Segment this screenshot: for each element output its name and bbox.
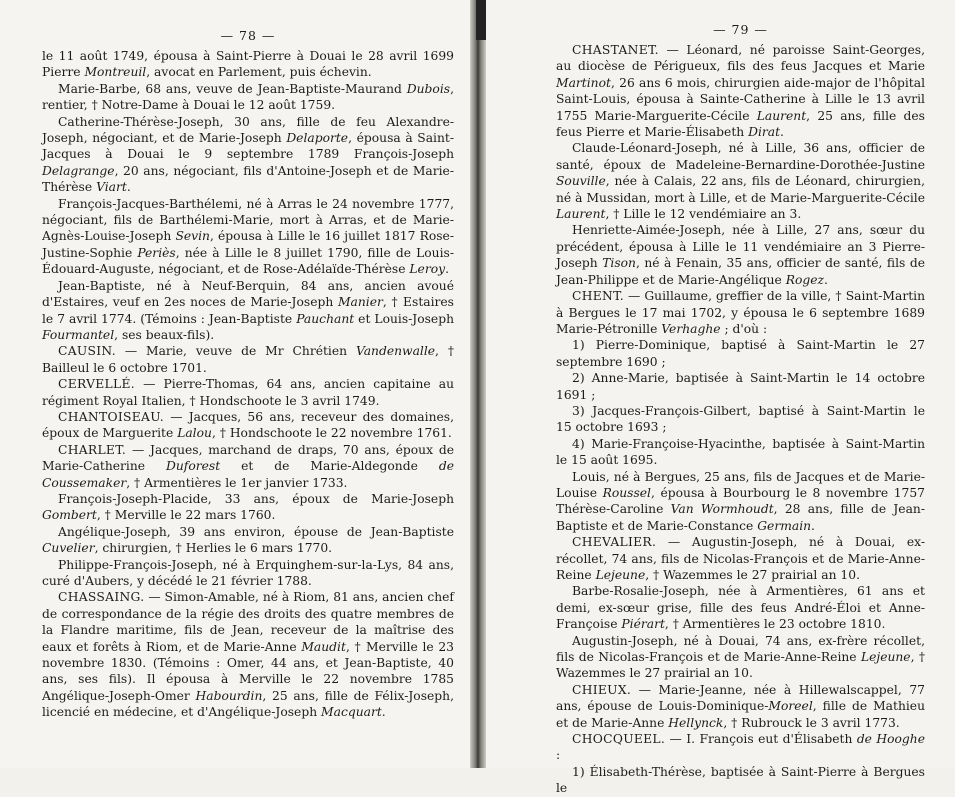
italic-name: Macquart: [321, 705, 382, 720]
right-page-text: [556, 42, 925, 797]
text-run: , † Armentières le 23 octobre 1810.: [664, 617, 886, 632]
paragraph: [42, 442, 454, 491]
surname-heading: CHASTANET.: [572, 43, 659, 57]
text-run: , épousa à Saint-Jacques à Douai le 9 septembre 1789 François-Joseph: [42, 131, 454, 162]
paragraph: [556, 682, 925, 731]
italic-name: Piérart: [621, 617, 665, 632]
text-run: Philippe-François-Joseph, né à Erquinghem-sur-la-Lys, 84 ans, curé d'Aubers, y décédé le 21 février 1788.: [42, 557, 454, 588]
paragraph: [556, 288, 925, 337]
paragraph: [556, 731, 925, 764]
italic-name: Fourmantel: [42, 327, 115, 342]
paragraph: [556, 764, 925, 797]
text-run: François-Joseph-Placide, 33 ans, époux de Marie-Joseph: [58, 491, 454, 506]
text-run: , ses beaux-fils).: [114, 327, 215, 342]
text-run: — Jacques, marchand de draps, 70 ans, époux de Marie-Catherine: [42, 442, 454, 474]
text-run: , 25 ans, fille de Félix-Joseph, licencié en médecine, et d'Angélique-Joseph: [42, 688, 455, 720]
italic-name: Laurent: [556, 207, 606, 222]
book-gutter: [470, 0, 486, 768]
italic-name: Cuvelier: [42, 541, 95, 556]
italic-name: Leroy: [409, 262, 446, 277]
text-run: Jean-Baptiste, né à Neuf-Berquin, 84 ans, ancien avoué d'Estaires, veuf en 2es noces de Marie-Joseph: [42, 278, 454, 310]
text-run: — Marie-Jeanne, née à Hillewalscappel, 77 ans, épouse de Louis-Dominique-: [556, 682, 925, 714]
paragraph: [556, 436, 925, 469]
left-page-text: [42, 48, 454, 721]
text-run: , rentier, † Notre-Dame à Douai le 12 août 1759.: [42, 81, 454, 113]
italic-name: Montreuil: [84, 65, 147, 80]
text-run: .: [381, 705, 386, 720]
text-run: , † Merville le 22 mars 1760.: [96, 508, 276, 523]
text-run: , † Merville le 23 novembre 1830. (Témoins : Omer, 44 ans, et Jean-Baptiste, 40 ans, ses fils). Il épousa à Merville le 22 novembre 1785 Angélique-Joseph-Omer: [42, 639, 455, 703]
italic-name: Duforest: [166, 459, 221, 474]
text-run: , fille de Mathieu et de Marie-Anne: [556, 699, 925, 730]
paragraph: [42, 524, 454, 557]
text-run: .: [811, 518, 815, 533]
italic-name: Moreel: [768, 699, 813, 714]
surname-heading: CAUSIN.: [58, 344, 116, 359]
text-run: Catherine-Thérèse-Joseph, 30 ans, fille de feu Alexandre-Joseph, négociant, et de Marie-Joseph: [42, 114, 454, 146]
surname-heading: CERVELLÉ.: [58, 377, 135, 392]
italic-name: de Hooghe: [856, 732, 925, 747]
text-run: Henriette-Aimée-Joseph, née à Lille, 27 ans, sœur du précédent, épousa à Lille le 11 vendémiaire an 3 Pierre-Joseph: [556, 223, 925, 271]
text-run: et de Marie-Aldegonde: [220, 459, 439, 474]
paragraph: [42, 343, 454, 376]
surname-heading: CHOCQUEEL.: [572, 732, 666, 747]
text-run: , † Armentières le 1er janvier 1733.: [126, 475, 348, 490]
italic-name: Delaporte: [286, 131, 349, 146]
text-run: François-Jacques-Barthélemi, né à Arras le 24 novembre 1777, négociant, fils de Barthélemi-Marie, mort à Arras, et de Marie-Agnès-Louise-Joseph: [42, 196, 454, 244]
italic-name: Laurent: [756, 108, 807, 123]
text-run: , née à Calais, 22 ans, fils de Léonard, chirurgien, né à Mussidan, mort à Lille, et de Marie-Marguerite-Cécile: [556, 174, 925, 205]
paragraph: [556, 42, 925, 140]
text-run: , née à Lille le 8 juillet 1790, fille de Louis-Édouard-Auguste, négociant, et de Rose-Adélaïde-Thérèse: [42, 245, 454, 277]
italic-name: Tison: [602, 256, 636, 271]
italic-name: Viart: [96, 180, 127, 195]
paragraph: [556, 222, 925, 288]
paragraph: [42, 557, 454, 590]
gutter-shadow: [476, 0, 486, 40]
text-run: , avocat en Parlement, puis échevin.: [146, 65, 372, 80]
paragraph: [556, 583, 925, 632]
text-run: , 25 ans, fille des feus Pierre et Marie-Élisabeth: [556, 108, 925, 140]
text-run: Louis, né à Bergues, 25 ans, fils de Jacques et de Marie-Louise: [556, 469, 925, 500]
text-run: — Augustin-Joseph, né à Douai, ex-récollet, 74 ans, fils de Nicolas-François et de Marie-Anne-Reine: [556, 535, 925, 582]
text-run: 3) Jacques-François-Gilbert, baptisé à Saint-Martin le 15 octobre 1693 ;: [556, 403, 925, 435]
paragraph: [42, 376, 454, 409]
text-run: , épousa à Lille le 16 juillet 1817 Rose-Justine-Sophie: [42, 229, 454, 260]
text-run: — Pierre-Thomas, 64 ans, ancien capitaine au régiment Royal Italien, † Hondschoote le 3 avril 1749.: [42, 377, 454, 408]
paragraph: [42, 409, 454, 442]
text-run: , † Estaires le 7 avril 1774. (Témoins : Jean-Baptiste: [42, 295, 454, 326]
italic-name: Van Wormhoudt: [670, 502, 774, 517]
paragraph: [556, 370, 925, 403]
text-run: .: [126, 180, 131, 195]
italic-name: Rogez: [785, 272, 824, 287]
text-run: — Guillaume, greffier de la ville, † Saint-Martin à Bergues le 17 mai 1702, y épousa le 6 septembre 1689 Marie-Pétronille: [556, 289, 925, 336]
italic-name: Martinot: [556, 75, 611, 90]
surname-heading: CHENT.: [572, 289, 624, 304]
text-run: .: [780, 125, 784, 140]
italic-name: Roussel: [602, 485, 651, 500]
text-run: 1) Élisabeth-Thérèse, baptisée à Saint-Pierre à Bergues le: [556, 764, 925, 796]
text-run: — Léonard, né paroisse Saint-Georges, au diocèse de Périgueux, fils des feus Jacques et Marie: [556, 43, 925, 74]
italic-name: Souville: [556, 174, 606, 189]
text-run: Marie-Barbe, 68 ans, veuve de Jean-Baptiste-Maurand: [58, 81, 407, 96]
paragraph: [556, 633, 925, 682]
text-run: 4) Marie-Françoise-Hyacinthe, baptisée à Saint-Martin le 15 août 1695.: [556, 436, 925, 468]
text-run: Angélique-Joseph, 39 ans environ, épouse de Jean-Baptiste: [58, 524, 454, 539]
italic-name: Lejeune: [595, 568, 646, 582]
paragraph: [556, 140, 925, 222]
paragraph: [556, 403, 925, 436]
italic-name: Vandenwalle: [355, 344, 436, 359]
text-run: , † Wazemmes le 27 prairial an 10.: [645, 568, 860, 582]
text-run: , † Hondschoote le 22 novembre 1761.: [211, 426, 452, 441]
paragraph: [556, 337, 925, 370]
left-page: [0, 0, 470, 768]
text-run: , chirurgien, † Herlies le 6 mars 1770.: [94, 541, 333, 556]
page-number-78: — 78 —: [220, 28, 276, 43]
paragraph: [42, 278, 454, 344]
paragraph: [42, 589, 454, 720]
text-run: le 11 août 1749, épousa à Saint-Pierre à Douai le 28 avril 1699 Pierre: [42, 49, 454, 80]
text-run: — I. François eut d'Élisabeth: [665, 732, 857, 747]
surname-heading: CHEVALIER.: [572, 535, 657, 550]
text-run: 1) Pierre-Dominique, baptisé à Saint-Martin le 27 septembre 1690 ;: [556, 338, 925, 369]
italic-name: Verhaghe: [661, 321, 721, 336]
text-run: , 26 ans 6 mois, chirurgien aide-major de l'hôpital Saint-Louis, épousa à Sainte-Catherine à Lille le 13 avril 1755 Marie-Marguerite-Cécile: [556, 75, 925, 123]
italic-name: Hellynck: [668, 715, 724, 730]
paragraph: [42, 491, 454, 524]
italic-name: Pauchant: [296, 311, 355, 326]
text-run: Augustin-Joseph, né à Douai, 74 ans, ex-frère récollet, fils de Nicolas-François et de Marie-Anne-Reine: [556, 633, 925, 665]
text-run: — Jacques, 56 ans, receveur des domaines, époux de Marguerite: [42, 409, 454, 441]
paragraph: [42, 81, 454, 114]
italic-name: Sevin: [175, 229, 210, 244]
text-run: et Louis-Joseph: [354, 311, 455, 326]
italic-name: Lejeune: [860, 650, 911, 665]
paragraph: [556, 469, 925, 535]
italic-name: Delagrange: [42, 163, 115, 178]
text-run: , épousa à Bourbourg le 8 novembre 1757 Thérèse-Caroline: [556, 485, 926, 517]
text-run: , 20 ans, négociant, fils d'Antoine-Joseph et de Marie-Thérèse: [42, 163, 454, 195]
text-run: , † Wazemmes le 27 prairial an 10.: [556, 650, 925, 681]
italic-name: de Coussemaker: [42, 459, 454, 490]
italic-name: Habourdin: [195, 688, 263, 703]
text-run: , † Lille le 12 vendémiaire an 3.: [605, 207, 802, 222]
text-run: , † Bailleul le 6 octobre 1701.: [42, 344, 455, 375]
paragraph: [42, 196, 454, 278]
text-run: 2) Anne-Marie, baptisée à Saint-Martin le 14 octobre 1691 ;: [556, 371, 925, 402]
paragraph: [42, 48, 454, 81]
text-run: .: [823, 272, 828, 287]
right-page: [486, 0, 955, 796]
text-run: , 28 ans, fille de Jean-Baptiste et de Marie-Constance: [556, 502, 925, 533]
text-run: Claude-Léonard-Joseph, né à Lille, 36 ans, officier de santé, époux de Madeleine-Bernardine-Dorothée-Justine: [556, 141, 925, 172]
italic-name: Maudit: [301, 639, 346, 654]
text-run: ; d'où :: [720, 321, 768, 336]
italic-name: Lalou: [177, 426, 212, 441]
surname-heading: CHARLET.: [58, 442, 127, 457]
text-run: — Marie, veuve de Mr Chrétien: [115, 344, 356, 359]
paragraph: [556, 534, 925, 583]
italic-name: Manier: [337, 295, 383, 310]
page-number-79: — 79 —: [713, 22, 768, 37]
paragraph: [42, 114, 454, 196]
surname-heading: CHIEUX.: [572, 682, 632, 697]
surname-heading: CHANTOISEAU.: [58, 409, 164, 424]
text-run: .: [445, 262, 449, 277]
italic-name: Dubois: [406, 81, 451, 96]
italic-name: Periès: [137, 245, 176, 260]
italic-name: Dirat: [748, 125, 781, 140]
text-run: :: [556, 748, 561, 763]
text-run: — Simon-Amable, né à Riom, 81 ans, ancien chef de correspondance de la régie des droits des quatre membres de la Flandre maritime, fils de Jean, receveur de la maîtrise des eaux et forêts à Riom, et de Marie-Anne: [42, 590, 454, 654]
text-run: , né à Fenain, 35 ans, officier de santé, fils de Jean-Philippe et de Marie-Angélique: [556, 256, 925, 287]
text-run: Barbe-Rosalie-Joseph, née à Armentières, 61 ans et demi, ex-sœur grise, fille des feus André-Éloi et Anne-Françoise: [556, 584, 925, 632]
italic-name: Germain: [757, 518, 812, 533]
surname-heading: CHASSAING.: [58, 590, 145, 605]
italic-name: Gombert: [42, 508, 97, 523]
text-run: , † Rubrouck le 3 avril 1773.: [723, 715, 900, 730]
